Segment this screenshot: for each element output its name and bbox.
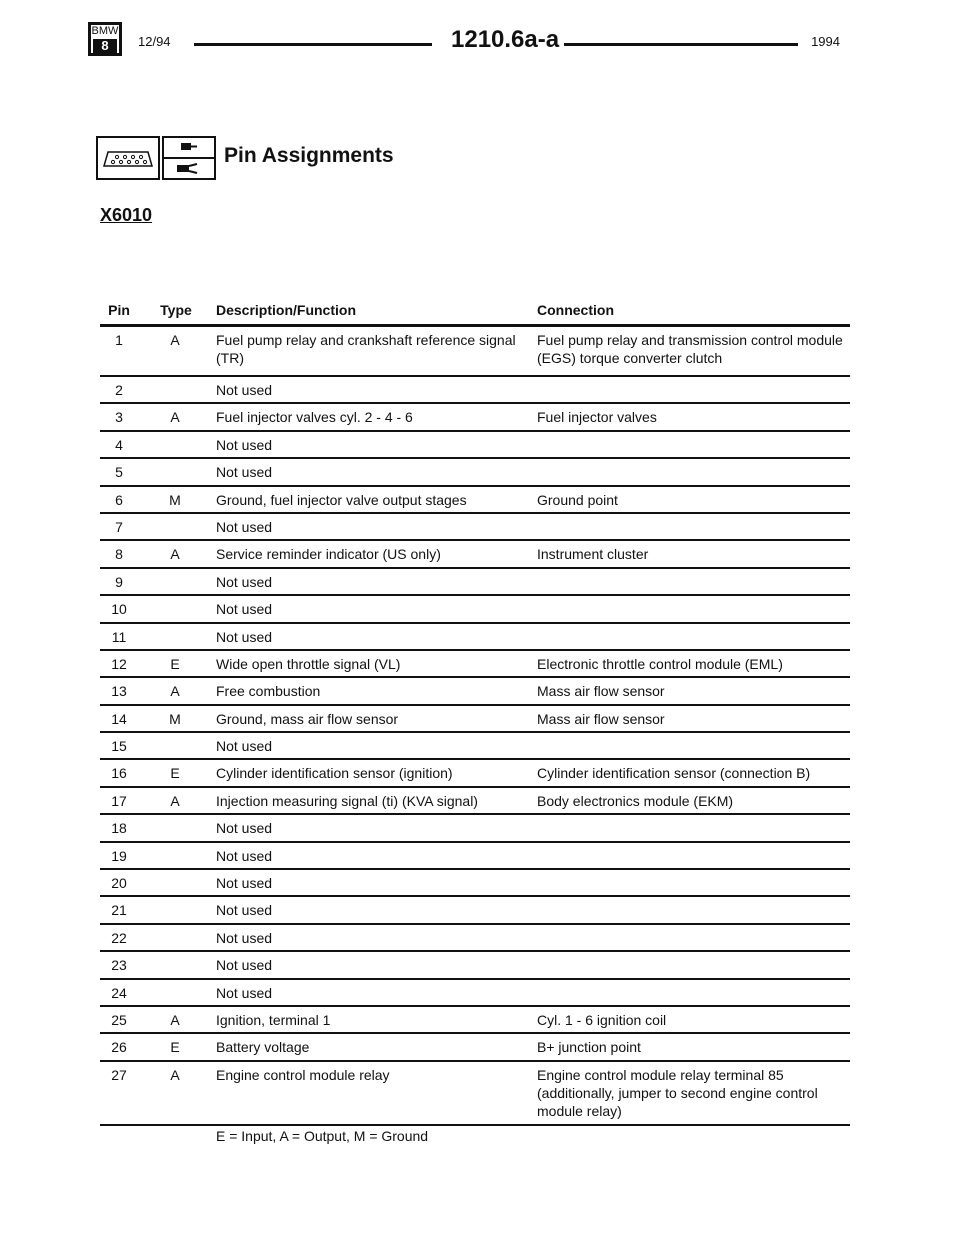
row-description: Battery voltage xyxy=(216,1039,310,1056)
table-row xyxy=(100,706,850,733)
page-header xyxy=(88,22,848,58)
row-pin: 6 xyxy=(115,491,123,508)
row-description: Fuel injector valves cyl. 2 - 4 - 6 xyxy=(216,409,413,426)
row-description: Not used xyxy=(216,738,273,755)
table-row xyxy=(100,678,850,705)
table-row xyxy=(100,514,850,541)
row-pin: 16 xyxy=(111,765,127,782)
row-pin: 19 xyxy=(111,847,127,864)
table-row xyxy=(100,815,850,842)
row-description: Ignition, terminal 1 xyxy=(216,1011,331,1028)
row-description: Ground, mass air flow sensor xyxy=(216,710,399,727)
row-description: Not used xyxy=(216,601,273,618)
row-pin: 20 xyxy=(111,875,127,892)
row-description: Not used xyxy=(216,518,273,535)
row-connection: B+ junction point xyxy=(537,1039,641,1056)
table-row xyxy=(100,1007,850,1034)
row-pin: 15 xyxy=(111,738,127,755)
row-pin: 22 xyxy=(111,929,127,946)
row-connection: Cylinder identification sensor (connection B) xyxy=(537,765,811,782)
row-pin: 8 xyxy=(115,546,123,563)
row-description: Engine control module relay xyxy=(216,1066,390,1083)
document-code: 1210.6a-a xyxy=(451,26,560,53)
header-rule-right xyxy=(564,43,798,46)
header-rule-left xyxy=(194,43,432,46)
row-description: Fuel pump relay and crankshaft reference signal (TR) xyxy=(216,332,516,366)
row-pin: 3 xyxy=(115,409,123,426)
row-description: Cylinder identification sensor (ignition) xyxy=(216,765,453,782)
table-row xyxy=(100,733,850,760)
row-type: E xyxy=(170,765,180,782)
table-row xyxy=(100,760,850,787)
row-description: Not used xyxy=(216,957,273,974)
row-pin: 25 xyxy=(111,1011,127,1028)
row-connection: Body electronics module (EKM) xyxy=(537,792,734,809)
table-row xyxy=(100,432,850,459)
row-pin: 9 xyxy=(115,573,123,590)
row-pin: 5 xyxy=(115,464,123,481)
row-description: Injection measuring signal (ti) (KVA signal) xyxy=(216,792,478,809)
row-type: A xyxy=(170,332,180,348)
table-body xyxy=(100,327,850,1126)
row-pin: 21 xyxy=(111,902,127,919)
row-description: Not used xyxy=(216,573,273,590)
row-description: Wide open throttle signal (VL) xyxy=(216,655,401,672)
row-pin: 7 xyxy=(115,518,123,535)
row-connection: Fuel pump relay and transmission control module (EGS) torque converter clutch xyxy=(537,332,843,366)
table-row xyxy=(100,377,850,404)
row-pin: 13 xyxy=(111,683,127,700)
row-pin: 2 xyxy=(115,382,123,398)
header-type: Type xyxy=(160,302,192,318)
row-description: Not used xyxy=(216,436,273,453)
table-row xyxy=(100,1034,850,1061)
table-row xyxy=(100,897,850,924)
row-pin: 1 xyxy=(115,332,123,348)
table-row xyxy=(100,327,850,377)
section-heading xyxy=(96,136,496,180)
section-title: Pin Assignments xyxy=(224,144,394,167)
row-connection: Cyl. 1 - 6 ignition coil xyxy=(537,1011,667,1028)
row-description: Not used xyxy=(216,929,273,946)
row-type: A xyxy=(170,1066,180,1083)
row-type: A xyxy=(170,792,180,809)
row-pin: 24 xyxy=(111,984,127,1001)
row-connection: Electronic throttle control module (EML) xyxy=(537,655,783,672)
row-description: Free combustion xyxy=(216,683,321,700)
table-row xyxy=(100,487,850,514)
row-type: E xyxy=(170,655,180,672)
row-pin: 26 xyxy=(111,1039,127,1056)
bmw-logo xyxy=(88,22,122,56)
table-row xyxy=(100,1062,850,1126)
row-type: A xyxy=(170,409,180,426)
row-description: Not used xyxy=(216,875,273,892)
row-pin: 12 xyxy=(111,655,127,672)
row-type: A xyxy=(170,546,180,563)
row-type: E xyxy=(170,1039,180,1056)
header-date: 12/94 xyxy=(138,34,171,49)
pin-table xyxy=(100,300,850,1126)
row-connection: Mass air flow sensor xyxy=(537,683,665,700)
row-description: Ground, fuel injector valve output stages xyxy=(216,491,467,508)
logo-model: 8 xyxy=(93,39,117,53)
row-description: Service reminder indicator (US only) xyxy=(216,546,441,563)
row-description: Not used xyxy=(216,382,273,398)
table-row xyxy=(100,624,850,651)
row-type: A xyxy=(170,683,180,700)
row-description: Not used xyxy=(216,902,273,919)
row-connection: Fuel injector valves xyxy=(537,409,657,426)
header-pin: Pin xyxy=(108,302,130,318)
table-row xyxy=(100,569,850,596)
row-pin: 18 xyxy=(111,820,127,837)
row-description: Not used xyxy=(216,847,273,864)
connector-icon xyxy=(96,136,160,180)
table-row xyxy=(100,459,850,486)
row-pin: 14 xyxy=(111,710,127,727)
row-description: Not used xyxy=(216,820,273,837)
logo-brand: BMW xyxy=(91,25,119,37)
row-pin: 11 xyxy=(111,628,127,645)
table-row xyxy=(100,870,850,897)
row-description: Not used xyxy=(216,984,273,1001)
row-pin: 10 xyxy=(111,601,127,618)
row-connection: Instrument cluster xyxy=(537,546,649,563)
row-pin: 23 xyxy=(111,957,127,974)
header-connection: Connection xyxy=(537,302,614,318)
row-connection: Ground point xyxy=(537,491,618,508)
table-row xyxy=(100,788,850,815)
row-type: M xyxy=(169,710,181,727)
table-row xyxy=(100,596,850,623)
table-row xyxy=(100,404,850,431)
connector-id: X6010 xyxy=(100,205,153,225)
header-description: Description/Function xyxy=(216,302,356,318)
row-connection: Mass air flow sensor xyxy=(537,710,665,727)
table-header xyxy=(100,300,850,327)
row-pin: 27 xyxy=(111,1066,127,1083)
table-row xyxy=(100,925,850,952)
table-row xyxy=(100,952,850,979)
table-row xyxy=(100,843,850,870)
table-row xyxy=(100,651,850,678)
table-row xyxy=(100,541,850,568)
row-type: A xyxy=(170,1011,180,1028)
row-description: Not used xyxy=(216,464,273,481)
table-row xyxy=(100,980,850,1007)
header-year: 1994 xyxy=(811,34,840,49)
row-pin: 17 xyxy=(111,792,127,809)
row-description: Not used xyxy=(216,628,273,645)
row-connection: Engine control module relay terminal 85 (additionally, jumper to second engine control module relay) xyxy=(537,1066,818,1119)
plug-icon xyxy=(162,136,216,180)
type-legend: E = Input, A = Output, M = Ground xyxy=(216,1128,429,1144)
row-type: M xyxy=(169,491,181,508)
row-pin: 4 xyxy=(115,436,123,453)
